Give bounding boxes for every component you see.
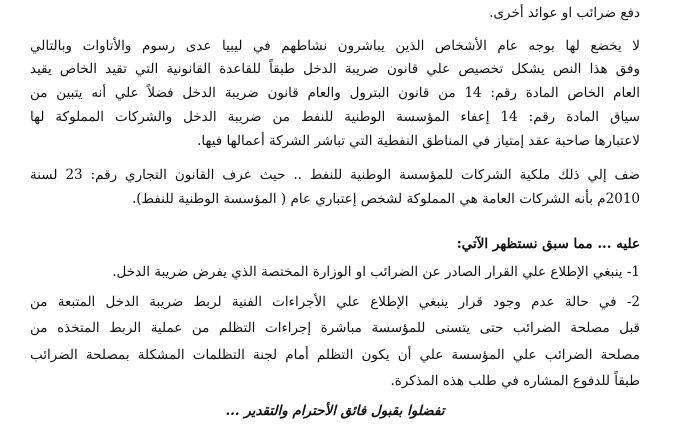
paragraph-line: قبل مصلحة الضرائب حتى يتسنى للمؤسسة مباشرة إجراءات التظلم من عملية الربط المتخذه من bbox=[30, 320, 640, 336]
paragraph-line: دفع ضرائب او عوائد أخرى. bbox=[489, 5, 640, 21]
section-heading: عليه ... مما سبق نستظهر الآتي: bbox=[456, 236, 640, 252]
closing-line: تفضلوا بقبول فائق الأحترام والتقدير ... bbox=[225, 403, 445, 419]
list-item: 1- ينبغي الإطلاع علي القرار الصادر عن الضرائب او الوزارة المختصة الذي يفرض ضريبة الدخل. bbox=[112, 264, 640, 280]
paragraph-line: سياق المادة رقم: 14 إعفاء المؤسسة الوطنية للنفط من ضريبة الدخل والشركات المملوكة لها bbox=[30, 109, 640, 125]
paragraph-line: العام الخاص المادة رقم: 14 من قانون البترول والعام قانون ضريبة الدخل فضلاً علي أنه يتبين من bbox=[30, 85, 640, 101]
paragraph-line: طبقاً للدفوع المشاره في طلب هذه المذكرة. bbox=[390, 373, 640, 389]
list-item: 2- في حالة عدم وجود قرار ينبغي الإطلاع علي الأجراءات الفنية لربط ضريبة الدخل المتبعة من bbox=[30, 294, 640, 310]
paragraph-line: لا يخضع لها بوجه عام الأشخاص الذين يباشرون نشاطهم في ليبيا عدى رسوم والأتاوات وبالتالي bbox=[30, 38, 640, 54]
paragraph-line: وفق هذا النص يشكل تخصيص علي قانون ضريبة الدخل طبقاً للقاعدة القانونية التي تقيد الخاص يقيد bbox=[30, 61, 640, 77]
paragraph-line: ضف إلي ذلك ملكية الشركات للمؤسسة الوطنية للنفط .. حيث عرف القانون التجاري رقم: 23 لسنة bbox=[30, 167, 640, 183]
paragraph-line: 2010م بأنه الشركات العامة هي المملوكة لشخص إعتباري عام ( المؤسسة الوطنية للنفط). bbox=[131, 191, 640, 207]
paragraph-line: لاعتبارها صاحبة عقد إمتياز في المناطق النفطية التي تباشر الشركة أعمالها فيها. bbox=[197, 133, 640, 149]
paragraph-line: مصلحة الضرائب علي المؤسسة علي أن يكون التظلم أمام لجنة التظلمات المشكلة بمصلحة الضرائب bbox=[30, 347, 640, 363]
